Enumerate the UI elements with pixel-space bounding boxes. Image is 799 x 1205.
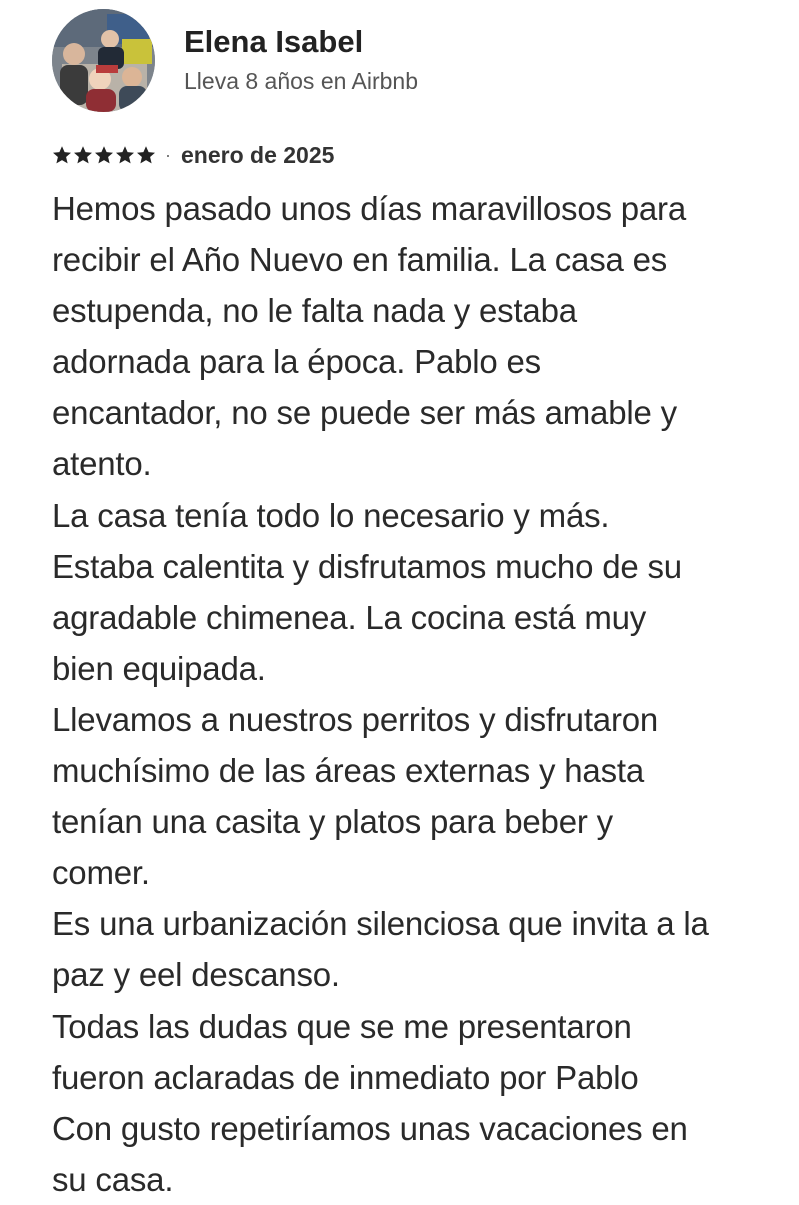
reviewer-header bbox=[52, 9, 752, 113]
review-text-line: paz y eel descanso. bbox=[52, 956, 340, 994]
star-icon bbox=[136, 145, 156, 165]
review-text-line: fueron aclaradas de inmediato por Pablo bbox=[52, 1058, 639, 1096]
review-text-line: tenían una casita y platos para beber y bbox=[52, 803, 613, 841]
star-icon bbox=[115, 145, 135, 165]
review-text-line: comer. bbox=[52, 854, 150, 892]
review-text-line: La casa tenía todo lo necesario y más. bbox=[52, 496, 610, 534]
reviewer-avatar[interactable] bbox=[52, 9, 155, 112]
review-text-line: adornada para la época. Pablo es bbox=[52, 343, 541, 381]
review-text bbox=[52, 183, 782, 1205]
review-date: enero de 2025 bbox=[181, 142, 335, 168]
review-text-line: Es una urbanización silenciosa que invita a la bbox=[52, 905, 709, 943]
star-icon bbox=[94, 145, 114, 165]
review-text-line: su casa. bbox=[52, 1160, 174, 1198]
review-text-line: Estaba calentita y disfrutamos mucho de su bbox=[52, 547, 682, 585]
review-text-line: encantador, no se puede ser más amable y bbox=[52, 394, 677, 432]
review-meta bbox=[52, 140, 334, 170]
review-text-line: agradable chimenea. La cocina está muy bbox=[52, 598, 647, 636]
star-icon bbox=[73, 145, 93, 165]
review-text-line: bien equipada. bbox=[52, 649, 266, 687]
reviewer-tenure: Lleva 8 años en Airbnb bbox=[184, 68, 419, 94]
review-text-line: Llevamos a nuestros perritos y disfrutaron bbox=[52, 700, 659, 738]
review-text-line: Hemos pasado unos días maravillosos para bbox=[52, 190, 687, 227]
star-icon bbox=[52, 145, 72, 165]
reviewer-name[interactable]: Elena Isabel bbox=[184, 24, 364, 59]
review-text-line: Con gusto repetiríamos unas vacaciones en bbox=[52, 1109, 688, 1147]
review-text-line: atento. bbox=[52, 445, 152, 483]
review-text-line: Todas las dudas que se me presentaron bbox=[52, 1007, 632, 1045]
reviewer-info bbox=[184, 23, 418, 95]
family-photo-avatar-icon bbox=[52, 9, 155, 112]
review-text-line: muchísimo de las áreas externas y hasta bbox=[52, 752, 644, 790]
meta-separator: · bbox=[165, 145, 171, 165]
star-rating bbox=[52, 145, 156, 165]
review-text-line: estupenda, no le falta nada y estaba bbox=[52, 292, 577, 330]
review-text-line: recibir el Año Nuevo en familia. La casa es bbox=[52, 241, 668, 279]
